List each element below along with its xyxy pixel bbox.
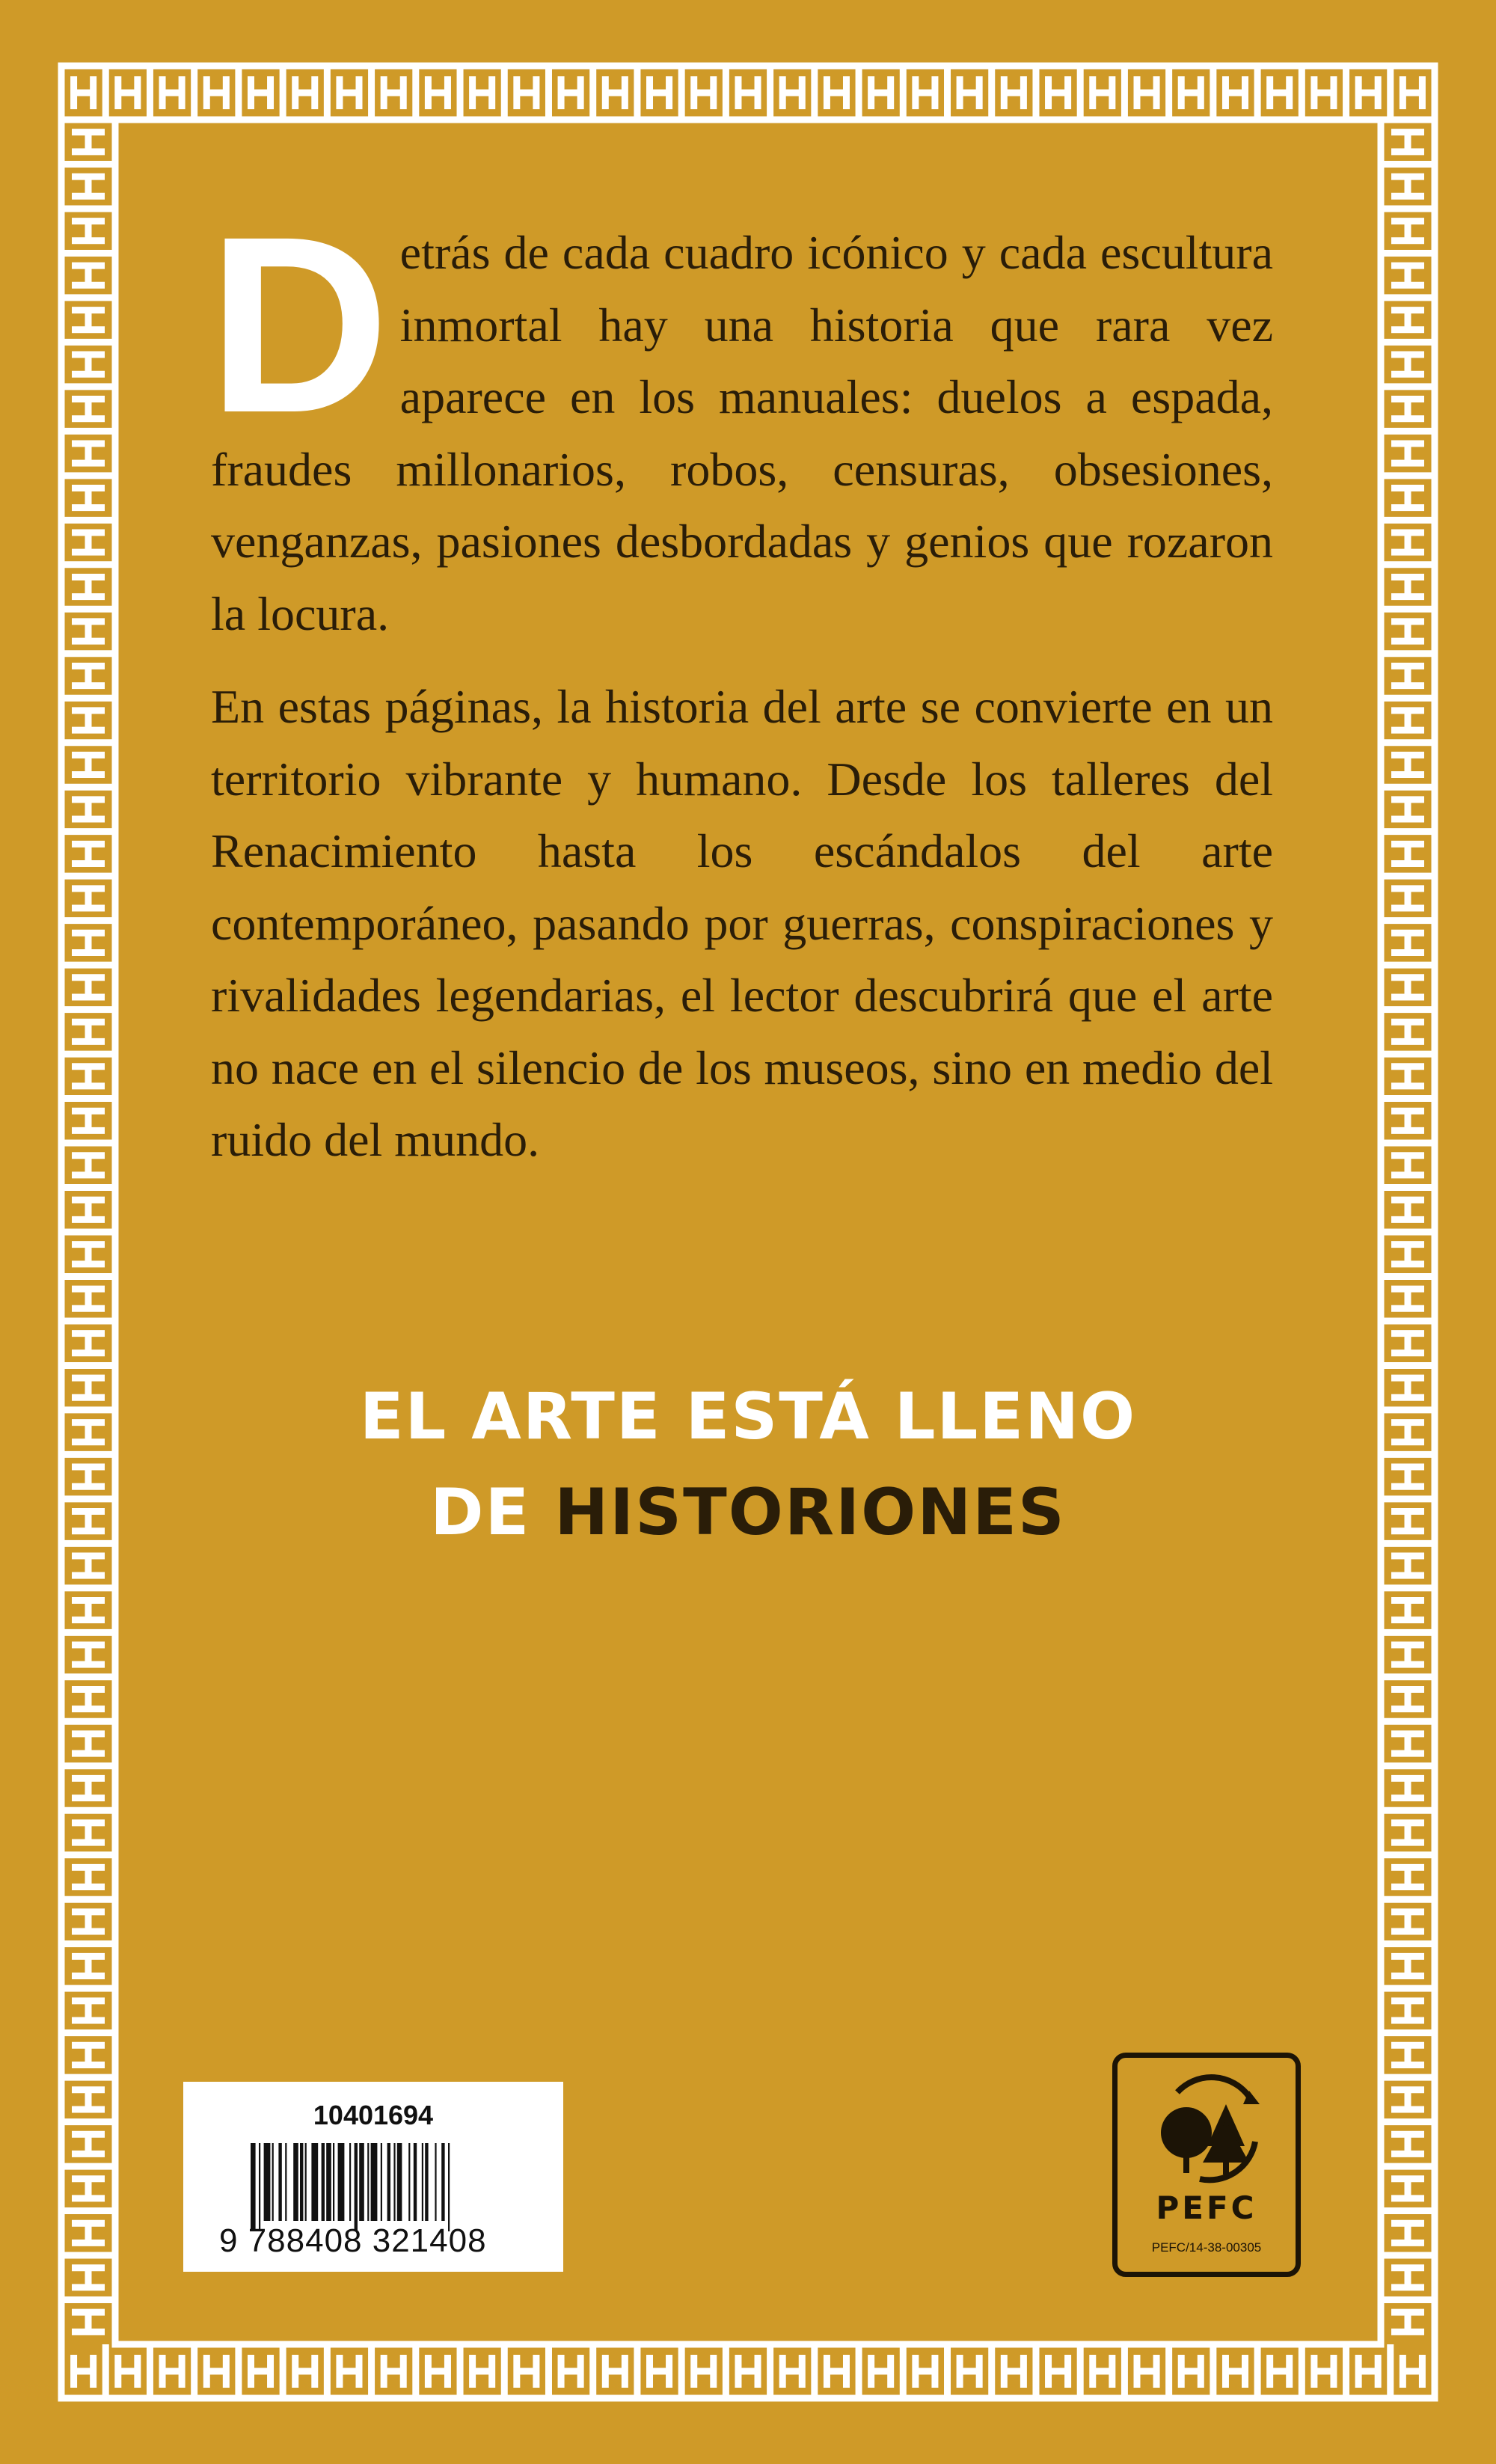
drop-cap: D: [208, 185, 390, 465]
slogan-line-2-prefix: DE: [430, 1475, 555, 1550]
slogan: [0, 1369, 1496, 1560]
pefc-certification-badge: [1112, 2053, 1301, 2277]
slogan-line-2: [0, 1465, 1496, 1560]
isbn-number: 9 788408 321408: [219, 2222, 487, 2259]
back-cover-blurb: [208, 185, 1273, 1177]
blurb-paragraph-1-text: etrás de cada cuadro icónico y cada escultura inmortal hay una historia que rara vez aparece en los manuales: duelos a espada, fraudes millonarios, robos, censuras, obsesiones, venganzas, pasiones desbordadas y genios que rozaron la locura.: [211, 226, 1273, 640]
barcode-label: [183, 2082, 563, 2272]
blurb-paragraph-1: [208, 185, 1273, 650]
pefc-license-code: PEFC/14-38-00305: [1151, 2240, 1262, 2255]
pefc-name: PEFC: [1156, 2189, 1257, 2226]
slogan-highlight: HISTORIONES: [554, 1475, 1066, 1550]
slogan-line-1: EL ARTE ESTÁ LLENO: [359, 1379, 1137, 1454]
barcode-reference-number: 10401694: [313, 2100, 434, 2130]
blurb-paragraph-2: En estas páginas, la historia del arte se convierte en un territorio vibrante y humano. Desde los talleres del Renacimiento hasta los escándalos del arte contemporáneo, pasando por guerras, conspiraciones y rivalidades legendarias, el lector descubrirá que el arte no nace en el silencio de los museos, sino en medio del ruido del mundo.: [211, 680, 1273, 1166]
